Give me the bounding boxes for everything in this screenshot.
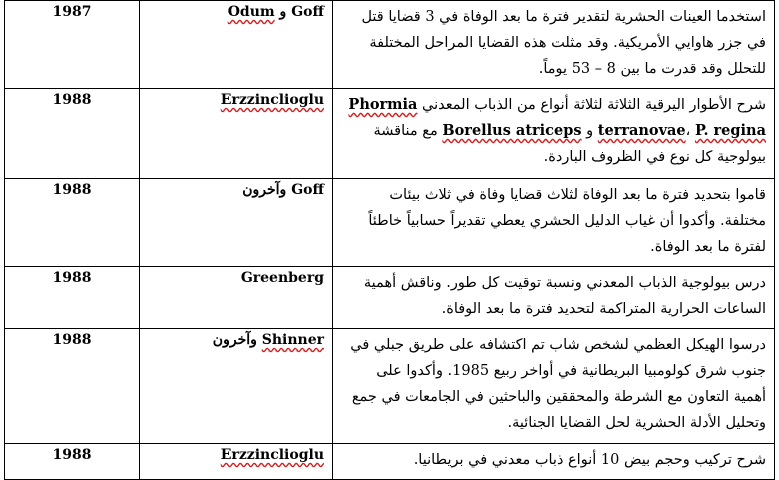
author-cell	[140, 329, 333, 444]
table-row	[5, 329, 775, 444]
description-cell	[333, 89, 775, 179]
literature-table	[4, 0, 775, 480]
species-name: P. regina	[694, 122, 766, 139]
table-row	[5, 89, 775, 179]
author-name: Erzzinclioglu	[220, 447, 324, 463]
author-name: Erzzinclioglu	[220, 92, 324, 108]
description-cell: شرح تركيب وحجم بيض 10 أنواع ذباب معدني في بريطانيا.	[333, 444, 775, 480]
description-cell: قاموا بتحديد فترة ما بعد الوفاة لثلاث قضايا وفاة في ثلاث بيئات مختلفة. وأكدوا أن غياب الدليل الحشري يعطي تقديراً حسابياً خاطئاً لفترة ما بعد الوفاة.	[333, 179, 775, 267]
description-text: مع مناقشة بيولوجية كل نوع في الظروف الباردة.	[373, 123, 766, 165]
author-cell: Goff وآخرون	[140, 179, 333, 267]
table-row	[5, 179, 775, 267]
year-cell: 1987	[5, 1, 140, 89]
author-conjunction: و	[274, 4, 292, 20]
species-name: Borellus atriceps	[442, 122, 582, 139]
description-cell: درس بيولوجية الذباب المعدني ونسبة توقيت كل طور. وناقش أهمية الساعات الحرارية المتراكمة لتحديد فترة ما بعد الوفاة.	[333, 267, 775, 329]
author-suffix: وآخرون	[212, 332, 262, 348]
year-cell: 1988	[5, 179, 140, 267]
species-name: Phormia terranovae	[348, 96, 686, 139]
author-name: Shinner	[261, 332, 324, 348]
table-row	[5, 444, 775, 480]
description-cell: استخدما العينات الحشرية لتقدير فترة ما بعد الوفاة في 3 قضايا قتل في جزر هاوايي الأمريكية. وقد مثلت هذه القضايا المراحل المختلفة للتحلل وقد قدرت ما بين 8 – 53 يوماً.	[333, 1, 775, 89]
separator: ،	[685, 123, 695, 139]
description-cell: درسوا الهيكل العظمي لشخص شاب تم اكتشافه على طريق جبلي في جنوب شرق كولومبيا البريطانية في أواخر ربيع 1985. وأكدوا على أهمية التعاون مع الشرطة والمحققين والباحثين في الجامعات في جمع وتحليل الأدلة الحشرية لحل القضايا الجنائية.	[333, 329, 775, 444]
year-cell: 1988	[5, 89, 140, 179]
author-cell	[140, 444, 333, 480]
author-name: Goff	[291, 4, 324, 20]
description-text: شرح الأطوار اليرقية الثلاثة لثلاثة أنواع من الذباب المعدني	[417, 97, 766, 113]
author-cell: Greenberg	[140, 267, 333, 329]
author-cell	[140, 89, 333, 179]
author-cell	[140, 1, 333, 89]
author-name: Odum	[227, 4, 275, 20]
table-row	[5, 267, 775, 329]
year-cell: 1988	[5, 444, 140, 480]
table-row	[5, 1, 775, 89]
year-cell: 1988	[5, 329, 140, 444]
conjunction: و	[581, 123, 598, 139]
year-cell: 1988	[5, 267, 140, 329]
